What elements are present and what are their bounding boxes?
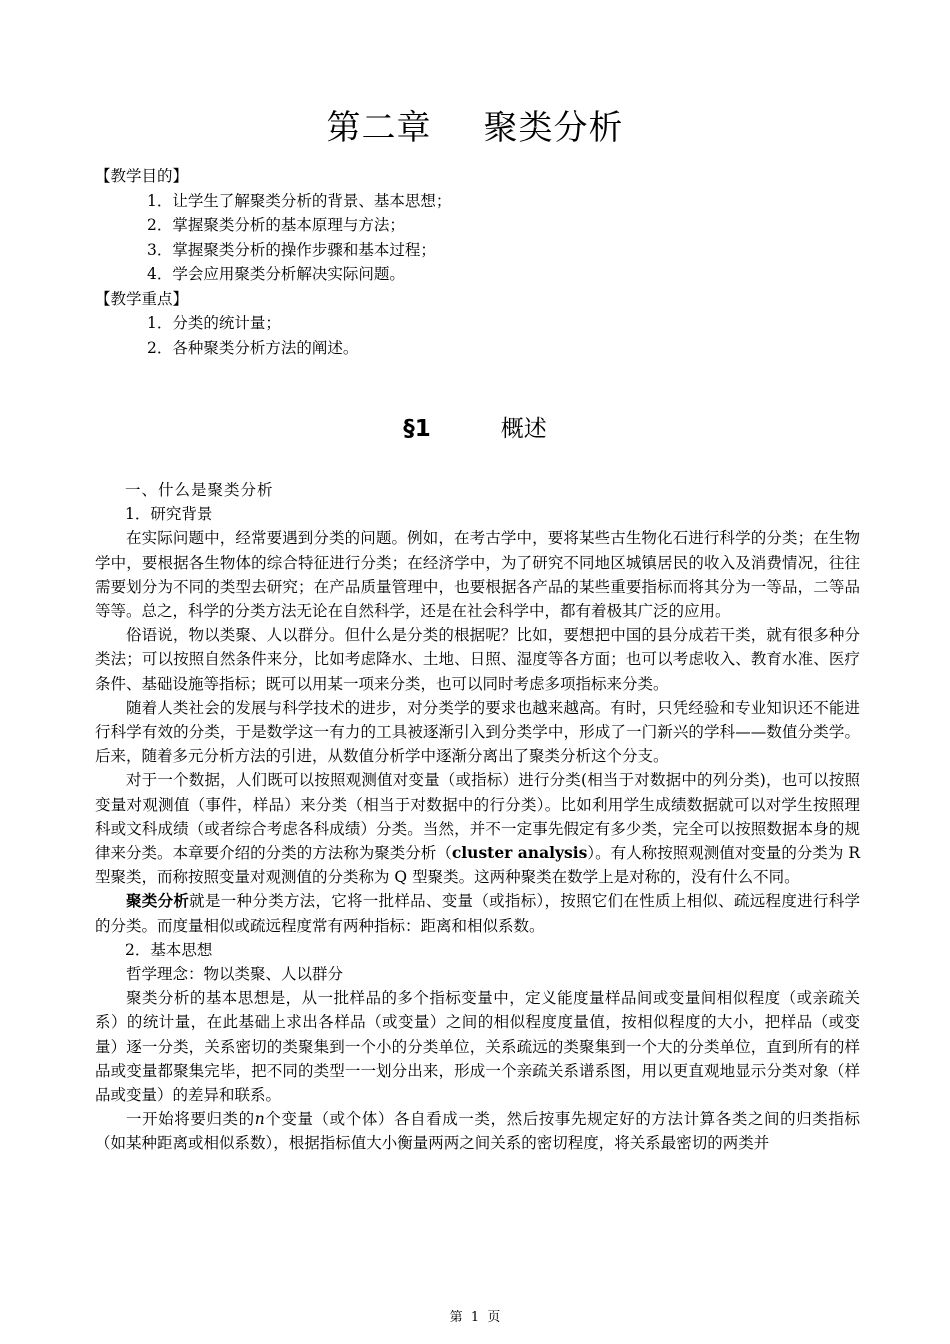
paragraph: 在实际问题中，经常要遇到分类的问题。例如，在考古学中，要将某些古生物化石进行科学的分类；在生物学中，要根据各生物体的综合特征进行分类；在经济学中，为了研究不同地区城镇居民的收入及消费情况，往往需要划分为不同的类型去研究；在产品质量管理中，也要根据各产品的某些重要指标而将其分为一等品，二等品等等。总之，科学的分类方法无论在自然科学，还是在社会科学中，都有着极其广泛的应用。 (95, 529, 860, 621)
paragraph: 聚类分析就是一种分类方法，它将一批样品、变量（或指标），按照它们在性质上相似、疏远程度进行科学的分类。而度量相似或疏远程度常有两种指标：距离和相似系数。 (95, 891, 860, 935)
objective-item: 4．学会应用聚类分析解决实际问题。 (147, 265, 405, 283)
page-footer: 第 1 页 (449, 1310, 501, 1325)
term-cluster-analysis: cluster analysis (451, 843, 588, 863)
section-title (0, 410, 950, 443)
paragraph: 俗语说，物以类聚、人以群分。但什么是分类的根据呢？比如，要想把中国的县分成若干类，就有很多种分类法；可以按照自然条件来分，比如考虑降水、土地、日照、湿度等各方面；也可以考虑收入、教育水准、医疗条件、基础设施等指标；既可以用某一项来分类，也可以同时考虑多项指标来分类。 (95, 626, 860, 693)
key-points-heading: 【教学重点】 (95, 289, 189, 308)
teaching-objectives (95, 164, 865, 360)
paragraph: 哲学理念：物以类聚、人以群分 (126, 965, 344, 984)
objective-item: 2．掌握聚类分析的基本原理与方法； (147, 216, 405, 234)
key-point-item: 2．各种聚类分析方法的阐述。 (147, 338, 359, 357)
paragraph: 随着人类社会的发展与科学技术的进步，对分类学的要求也越来越高。有时，只凭经验和专业知识还不能进行科学有效的分类，于是数学这一有力的工具被逐渐引入到分类学中，形成了一门新兴的学科——数值分类学。后来，随着多元分析方法的引进，从数值分析学中逐渐分离出了聚类分析这个分支。 (95, 698, 860, 766)
heading-what-is-clustering: 一、什么是聚类分析 (125, 481, 274, 499)
section-name: 概述 (500, 416, 547, 442)
objectives-heading: 【教学目的】 (95, 167, 189, 185)
page-number: 1 (470, 1310, 480, 1325)
chapter-title (0, 100, 950, 149)
subheading-basic-idea: 2．基本思想 (125, 940, 213, 959)
variable-n: n (254, 1110, 265, 1129)
objective-item: 1．让学生了解聚类分析的背景、基本思想； (147, 191, 452, 210)
objective-item: 3．掌握聚类分析的操作步骤和基本过程； (147, 240, 436, 259)
paragraph: 聚类分析的基本思想是，从一批样品的多个指标变量中，定义能度量样品间或变量间相似程度（或亲疏关系）的统计量，在此基础上求出各样品（或变量）之间的相似程度度量值，按相似程度的大小，把样品（或变量）逐一分类，关系密切的类聚集到一个小的分类单位，关系疏远的类聚集到一个大的分类单位，直到所有的样品或变量都聚集完毕，把不同的类型一一划分出来，形成一个亲疏关系谱系图，用以更直观地显示分类对象（样品或变量）的差异和联系。 (95, 989, 860, 1105)
paragraph: 对于一个数据，人们既可以按照观测值对变量（或指标）进行分类(相当于对数据中的列分类)，也可以按照变量对观测值（事件，样品）来分类（相当于对数据中的行分类）。比如利用学生成绩数据就可以对学生按照理科或文科成绩（或者综合考虑各科成绩）分类。当然，并不一定事先假定有多少类，完全可以按照数据本身的规律来分类。本章要介绍的分类的方法称为聚类分析（cluster analysis）。有人称按照观测值对变量的分类为 R 型聚类，而称按照变量对观测值的分类称为 Q 型聚类。这两种聚类在数学上是对称的，没有什么不同。 (95, 771, 860, 887)
chapter-name: 聚类分析 (483, 108, 624, 148)
paragraph: 一开始将要归类的n个变量（或个体）各自看成一类，然后按事先规定好的方法计算各类之间的归类指标（如某种距离或相似系数），根据指标值大小衡量两两之间关系的密切程度，将关系最密切的两类并 (95, 1110, 860, 1153)
chapter-label: 第二章 (326, 108, 432, 148)
section-symbol: §1 (403, 416, 431, 442)
key-point-item: 1．分类的统计量； (147, 314, 281, 332)
body-text (95, 478, 860, 1156)
term-cluster-analysis-cn: 聚类分析 (126, 891, 190, 911)
subheading-background: 1．研究背景 (125, 505, 213, 524)
